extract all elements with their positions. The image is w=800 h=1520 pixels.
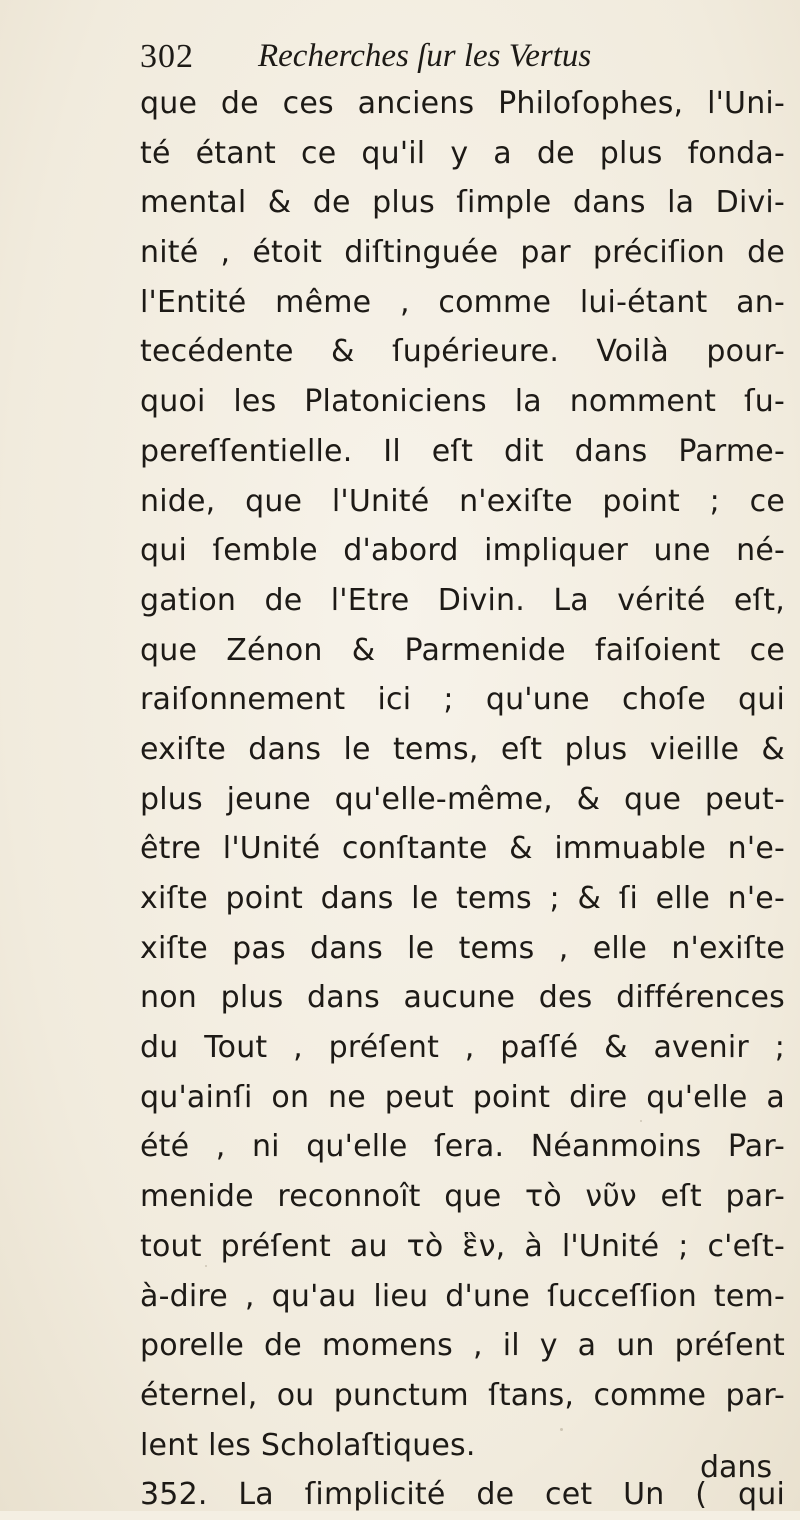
- paper-speck: [205, 1265, 207, 1267]
- paper-speck: [560, 1428, 563, 1431]
- text-line: du Tout , préſent , paſſé & avenir ;: [140, 1030, 785, 1066]
- paper-speck: [640, 1120, 642, 1122]
- text-line: tout préſent au τὸ ἓν, à l'Unité ; c'eſt-: [140, 1228, 785, 1264]
- text-line: quoi les Platoniciens la nomment ſu-: [140, 384, 785, 420]
- text-line: xiſte pas dans le tems , elle n'exiſte: [140, 930, 785, 966]
- text-line: tecédente & ſupérieure. Voilà pour-: [140, 334, 785, 370]
- text-line: nide, que l'Unité n'exiſte point ; ce: [140, 483, 785, 519]
- text-line: té étant ce qu'il y a de plus fonda-: [140, 135, 785, 171]
- catchword: dans: [700, 1450, 773, 1485]
- text-line: raiſonnement ici ; qu'une choſe qui: [140, 682, 785, 718]
- page-number: 302: [140, 38, 194, 75]
- text-line: nité , étoit diſtinguée par préciſion de: [140, 235, 785, 271]
- paragraph-start-line: 352. La ſimplicité de cet Un ( qui: [140, 1477, 785, 1513]
- text-line: l'Entité même , comme lui-étant an-: [140, 284, 785, 320]
- text-line: qu'ainſi on ne peut point dire qu'elle a: [140, 1079, 785, 1115]
- text-line: porelle de momens , il y a un préſent: [140, 1328, 785, 1364]
- text-line: menide reconnoît que τὸ νῦν eſt par-: [140, 1179, 785, 1215]
- text-line: pereſſentielle. Il eſt dit dans Parme-: [140, 433, 785, 469]
- text-line: mental & de plus ſimple dans la Divi-: [140, 185, 785, 221]
- text-line: xiſte point dans le tems ; & ſi elle n'e-: [140, 881, 785, 916]
- text-line: que de ces anciens Philoſophes, l'Uni-: [140, 86, 785, 121]
- text-line: été , ni qu'elle ſera. Néanmoins Par-: [140, 1129, 785, 1165]
- text-line: éternel, ou punctum ſtans, comme par-: [140, 1377, 785, 1413]
- text-line: à-dire , qu'au lieu d'une ſucceſſion tem-: [140, 1278, 785, 1314]
- text-line: exiſte dans le tems, eſt plus vieille &: [140, 731, 785, 767]
- text-line: que Zénon & Parmenide faiſoient ce: [140, 632, 785, 668]
- text-line: lent les Scholaſtiques.: [140, 1427, 476, 1463]
- running-title: Recherches ſur les Vertus: [258, 38, 592, 74]
- text-line: plus jeune qu'elle-même, & que peut-: [140, 781, 785, 817]
- running-head: [140, 38, 780, 82]
- text-line: gation de l'Etre Divin. La vérité eſt,: [140, 582, 785, 618]
- text-line: non plus dans aucune des différences: [140, 980, 785, 1016]
- text-line: être l'Unité conſtante & immuable n'e-: [140, 831, 785, 867]
- text-line: qui ſemble d'abord impliquer une né-: [140, 533, 785, 569]
- body-text: [140, 79, 785, 1520]
